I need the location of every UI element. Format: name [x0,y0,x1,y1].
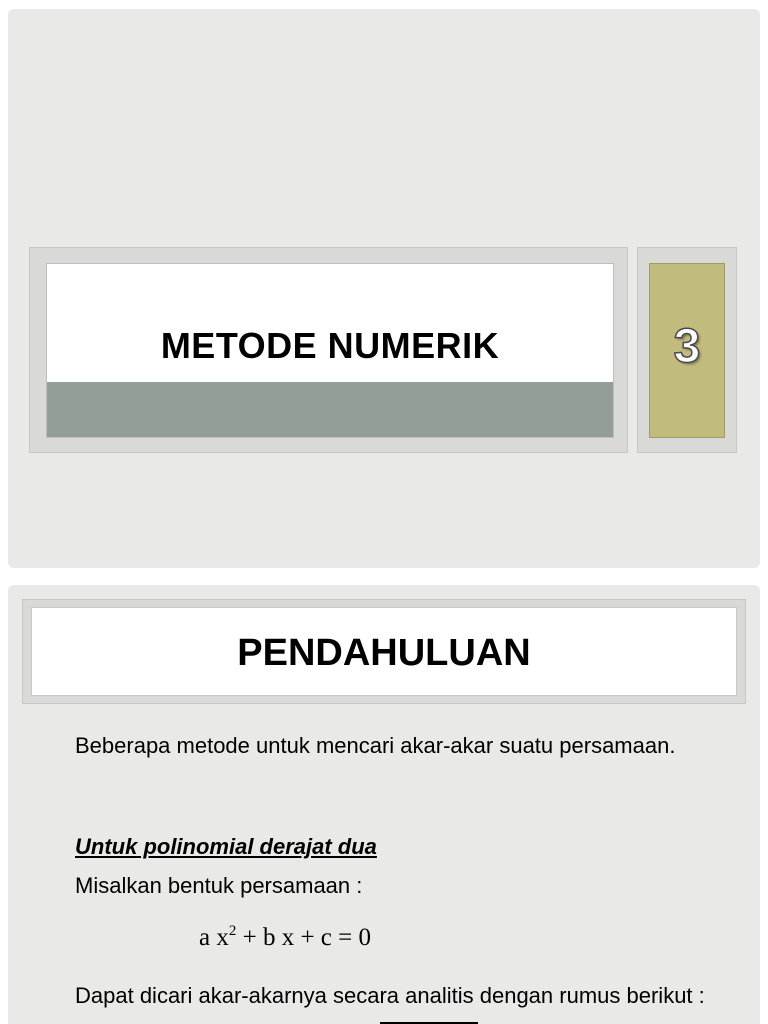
title-slide [8,9,760,568]
content-slide [8,585,760,1024]
header-box [31,607,737,696]
equation-rest: + b x + c = 0 [236,924,372,951]
slide-number-frame [637,247,737,453]
equation-ax: a x [199,924,229,951]
slide-number: 3 [673,320,701,373]
quadratic-equation [199,923,371,953]
header-frame [22,599,746,704]
slide-heading: PENDAHULUAN [237,632,531,674]
analytic-paragraph: Dapat dicari akar-akarnya secara analitis dengan rumus berikut : [75,983,705,1008]
title-accent-band [47,382,613,437]
subheading: Untuk polinomial derajat dua [75,834,377,859]
equation-exponent: 2 [228,923,237,939]
slide-title: METODE NUMERIK [160,325,500,366]
title-box [46,263,614,438]
lead-paragraph: Misalkan bentuk persamaan : [75,873,363,898]
title-frame [29,247,628,453]
intro-paragraph: Beberapa metode untuk mencari akar-akar suatu persamaan. [75,733,676,758]
slide-number-box [649,263,725,438]
